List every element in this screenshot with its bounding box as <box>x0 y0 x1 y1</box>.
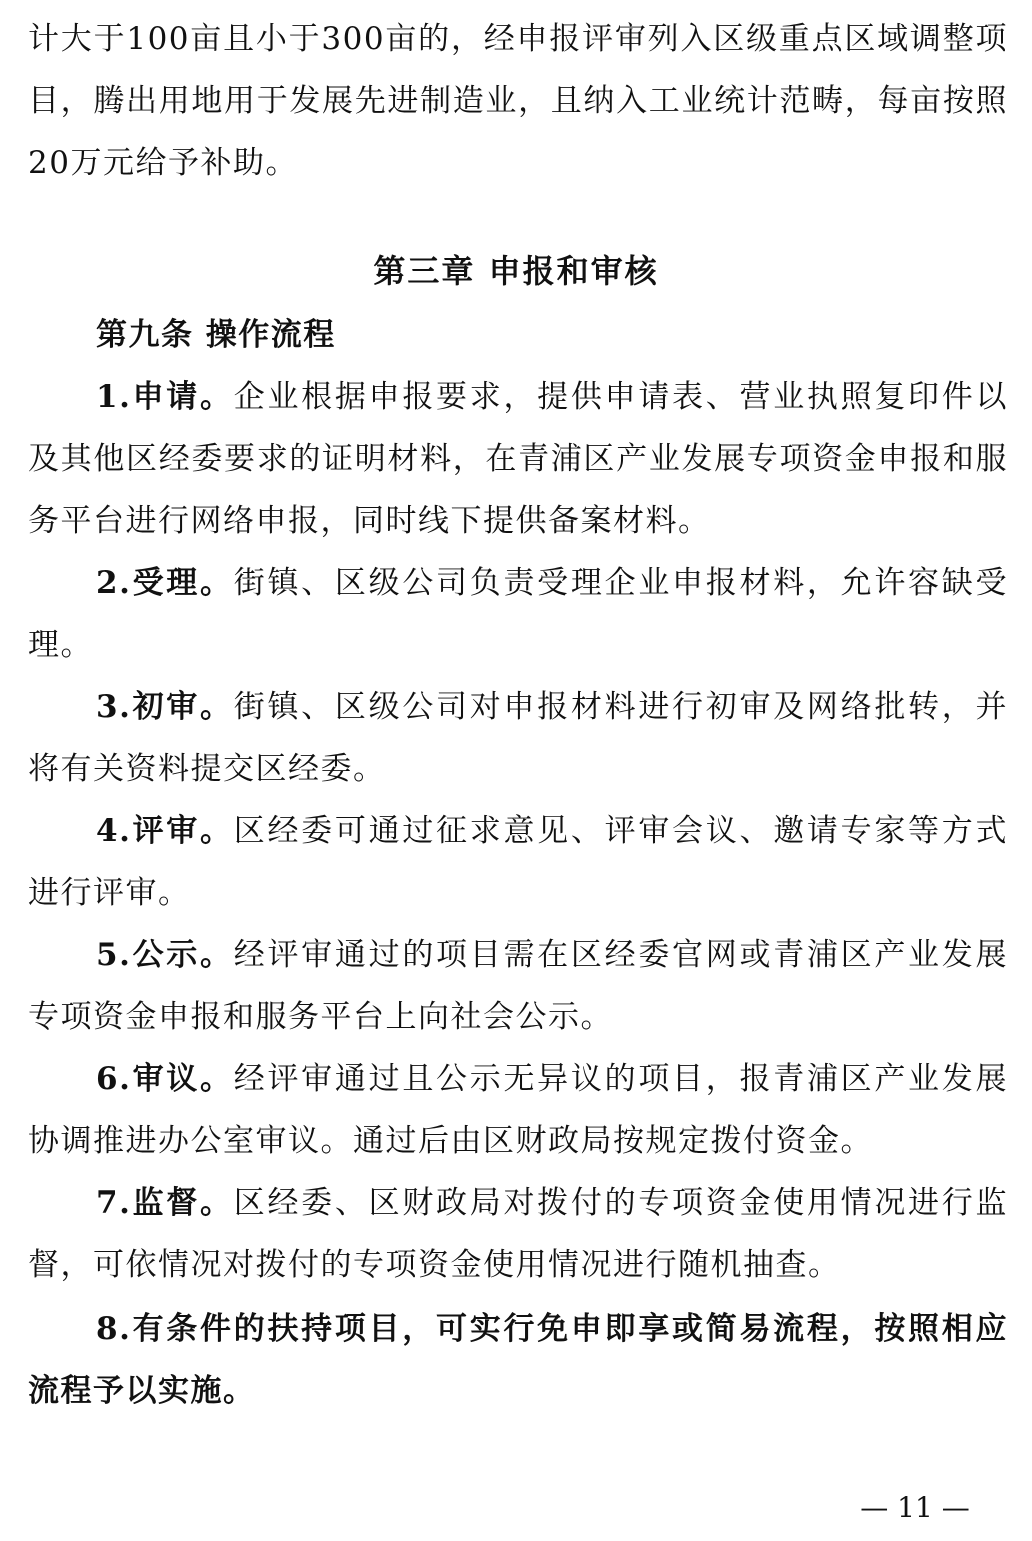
item-simplified-process: 8.有条件的扶持项目，可实行免申即享或简易流程，按照相应流程予以实施。 <box>28 1311 1008 1409</box>
item-apply <box>28 366 1008 552</box>
intro-paragraph: 计大于100亩且小于300亩的，经申报评审列入区级重点区域调整项目，腾出用地用于发展先进制造业，且纳入工业统计范畴，每亩按照20万元给予补助。 <box>28 21 1008 181</box>
item-text: 区经委、区财政局对拨付的专项资金使用情况进行监督，可依情况对拨付的专项资金使用情况进行随机抽查。 <box>28 1185 1008 1283</box>
item-label: 3.初审。 <box>96 689 234 725</box>
item-text: 企业根据申报要求，提供申请表、营业执照复印件以及其他区经委要求的证明材料，在青浦区产业发展专项资金申报和服务平台进行网络申报，同时线下提供备案材料。 <box>28 379 1008 539</box>
item-label: 6.审议。 <box>96 1061 234 1097</box>
item-supervision <box>28 1172 1008 1296</box>
item-publicity <box>28 924 1008 1048</box>
item-accept <box>28 552 1008 676</box>
page-number: — 11 — <box>860 1491 970 1524</box>
item-text: 区经委可通过征求意见、评审会议、邀请专家等方式进行评审。 <box>28 813 1008 911</box>
item-label: 4.评审。 <box>96 813 234 849</box>
item-label: 1.申请。 <box>96 379 234 415</box>
item-label: 5.公示。 <box>96 937 234 973</box>
item-evaluation <box>28 800 1008 924</box>
item-label: 7.监督。 <box>96 1185 234 1221</box>
chapter-title: 第三章 申报和审核 <box>373 252 659 290</box>
article-title: 第九条 操作流程 <box>96 317 336 353</box>
item-text: 经评审通过且公示无异议的项目，报青浦区产业发展协调推进办公室审议。通过后由区财政局按规定拨付资金。 <box>28 1061 1008 1159</box>
item-text: 街镇、区级公司对申报材料进行初审及网络批转，并将有关资料提交区经委。 <box>28 689 1008 787</box>
item-text: 街镇、区级公司负责受理企业申报材料，允许容缺受理。 <box>28 565 1008 663</box>
item-preliminary-review <box>28 676 1008 800</box>
item-label: 2.受理。 <box>96 565 234 601</box>
item-text: 经评审通过的项目需在区经委官网或青浦区产业发展专项资金申报和服务平台上向社会公示。 <box>28 937 1008 1035</box>
item-deliberation <box>28 1048 1008 1172</box>
